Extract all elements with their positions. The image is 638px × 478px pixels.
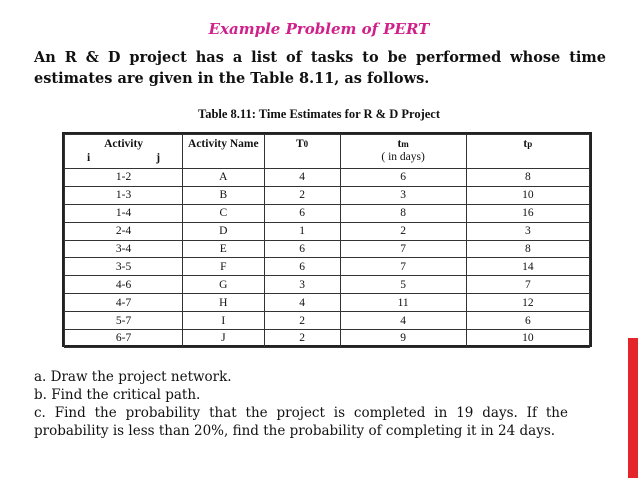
header-to [264,135,340,169]
table-row [65,186,590,204]
table-row [65,204,590,222]
questions-list [34,368,568,440]
cell-name: I [183,312,264,330]
cell-activity: 1-2 [65,169,183,187]
cell-to: 2 [264,330,340,348]
cell-tm: 6 [340,169,466,187]
table-row [65,294,590,312]
header-tp [466,135,589,169]
cell-name: C [183,204,264,222]
cell-to: 6 [264,240,340,258]
header-j: j [156,152,161,164]
cell-tm: 3 [340,186,466,204]
cell-activity: 1-4 [65,204,183,222]
cell-activity: 5-7 [65,312,183,330]
question-c: c. Find the probability that the project is completed in 19 days. If the probability is less than 20%, find the probability of completing it in 24 days. [34,405,568,439]
cell-activity: 4-6 [65,276,183,294]
question-b: b. Find the critical path. [34,387,201,403]
cell-to: 2 [264,186,340,204]
cell-to: 4 [264,169,340,187]
header-tm [340,135,466,169]
header-tm-unit: ( in days) [381,151,425,163]
header-tm-sub: m [401,139,409,149]
cell-activity: 3-5 [65,258,183,276]
header-to-main: T [295,138,304,150]
cell-name: B [183,186,264,204]
cell-activity: 3-4 [65,240,183,258]
cell-tp: 6 [466,312,589,330]
cell-to: 6 [264,258,340,276]
cell-tm: 4 [340,312,466,330]
header-to-sub: 0 [303,139,309,149]
cell-tm: 7 [340,240,466,258]
header-i: i [87,152,91,164]
cell-to: 3 [264,276,340,294]
table-row [65,258,590,276]
cell-name: D [183,222,264,240]
cell-tm: 7 [340,258,466,276]
time-estimates-table [62,132,592,347]
cell-name: H [183,294,264,312]
cell-activity: 4-7 [65,294,183,312]
slide-title: Example Problem of PERT [208,20,430,38]
cell-tp: 16 [466,204,589,222]
cell-tp: 10 [466,330,589,348]
cell-tm: 5 [340,276,466,294]
cell-tp: 12 [466,294,589,312]
question-a: a. Draw the project network. [34,369,232,385]
cell-tp: 14 [466,258,589,276]
header-activity [65,135,183,169]
table-row [65,276,590,294]
cell-to: 1 [264,222,340,240]
table-header-row [65,135,590,169]
header-tp-sub: p [527,139,533,149]
cell-activity: 2-4 [65,222,183,240]
cell-tp: 10 [466,186,589,204]
table-row [65,222,590,240]
cell-name: J [183,330,264,348]
table-row [65,169,590,187]
cell-to: 4 [264,294,340,312]
cell-activity: 6-7 [65,330,183,348]
header-activity-label: Activity [104,138,144,150]
cell-name: A [183,169,264,187]
cell-to: 2 [264,312,340,330]
cell-tp: 8 [466,240,589,258]
table-row [65,240,590,258]
cell-tp: 7 [466,276,589,294]
cell-tm: 9 [340,330,466,348]
cell-name: E [183,240,264,258]
cell-tp: 8 [466,169,589,187]
cell-name: F [183,258,264,276]
header-activity-name: Activity Name [183,135,264,169]
table-row [65,330,590,348]
cell-to: 6 [264,204,340,222]
problem-statement: An R & D project has a list of tasks to be performed whose time estimates are given in the Table 8.11, as follows. [34,49,606,87]
cell-tm: 11 [340,294,466,312]
table-caption: Table 8.11: Time Estimates for R & D Project [198,107,440,121]
cell-name: G [183,276,264,294]
header-tm-main: t [397,138,402,150]
header-tp-main: t [523,138,528,150]
cell-tp: 3 [466,222,589,240]
cell-tm: 8 [340,204,466,222]
cell-tm: 2 [340,222,466,240]
table-row [65,312,590,330]
cell-activity: 1-3 [65,186,183,204]
accent-bar [628,338,638,478]
